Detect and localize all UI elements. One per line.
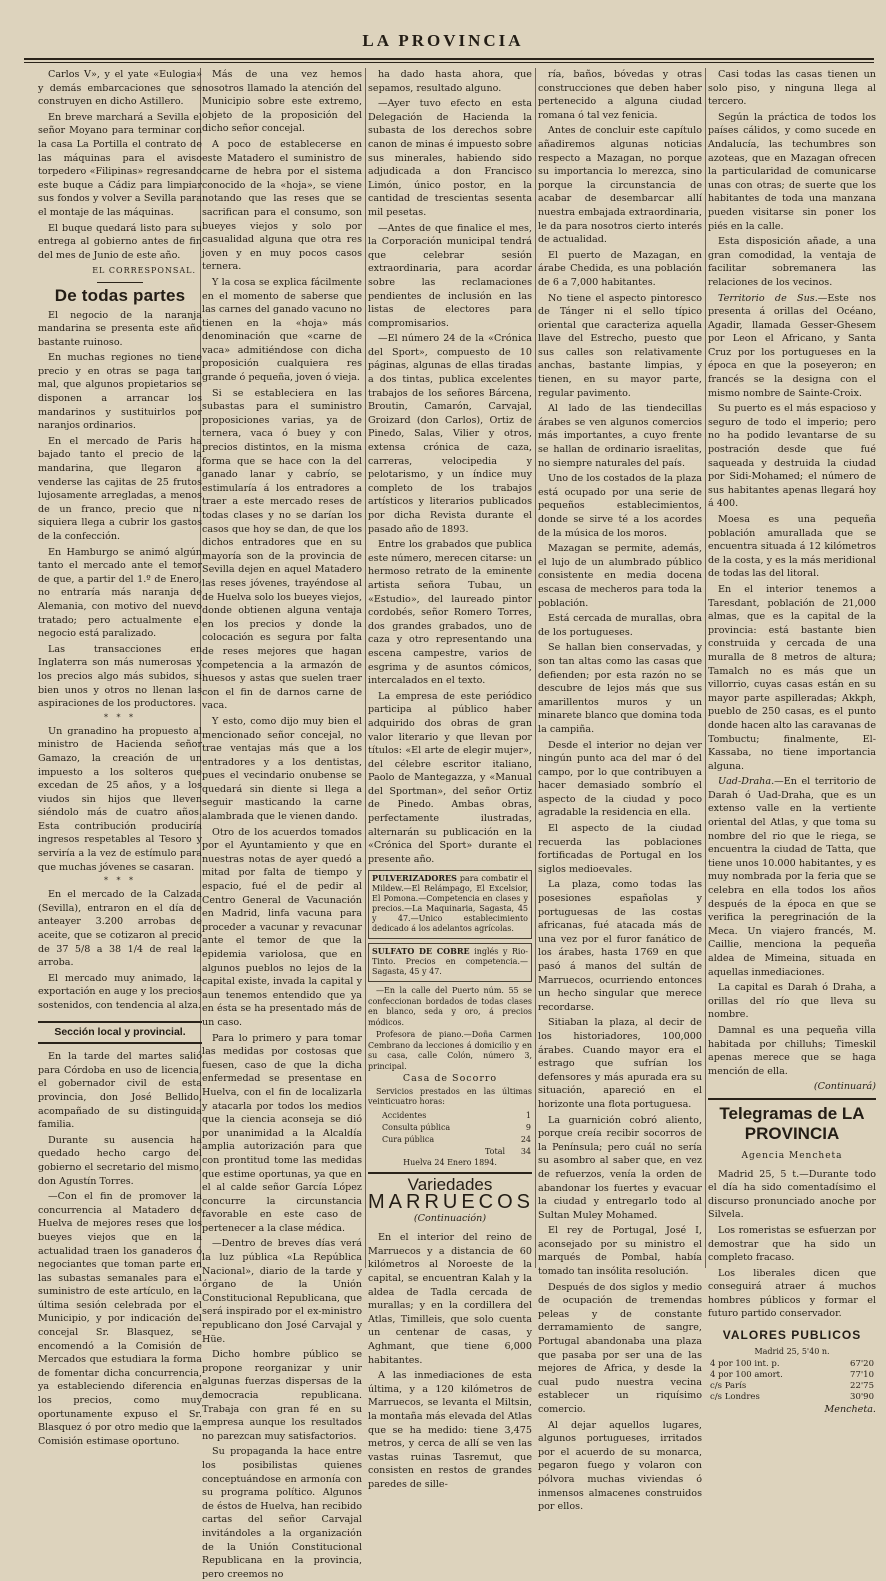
valores-label: c/s Londres [710, 1392, 760, 1403]
masthead-rule [24, 58, 874, 63]
paragraph: La empresa de este periódico participa al público haber adquirido dos obras de gran valor literario y que llevan por títulos: «El arte de elegir mujer», del célebre escritor italiano, Paolo de Mantegazza, y «Manual del Sportman», del señor Ortiz de Pinedo. Ambas obras, perfectamente ilustradas, alternarán su publicación en la «Crónica del Sport» durante el presente año. [368, 690, 532, 865]
paragraph: Dicho hombre público se propone reorganizar y unir algunas fuerzas dispersas de la democracia republicana. Trabaja con gran fé en su empresa aunque los resultados no parezcan muy satisfactorios. [202, 1349, 362, 1442]
section-title-local: Sección local y provincial. [38, 1021, 202, 1045]
paragraph: —Dentro de breves días verá la luz pública «La República Nacional», diario de la tarde y órgano de la Unión Constitucional Republicana, que será inspirado por el ex-ministro republicano don José Carvajal y Hüe. [202, 1238, 362, 1345]
paragraph: Profesora de piano.—Doña Carmen Cembrano da lecciones á domicilio y en su casa, calle Colón, número 3, principal. [368, 1030, 532, 1071]
paragraph: Madrid 25, 5 t.—Durante todo el día ha sido comentadísimo el discurso pronunciado anoche por Silvela. [708, 1168, 876, 1221]
ad-heading: SULFATO DE COBRE [372, 946, 470, 957]
paragraph: Después de dos siglos y medio de ocupación de tremendas peleas y de constante derramamiento de sangre, Portugal abandonaba una plaza que pasaba por ser una de las mejores de Africa, y desde la cual pudo nuestra vecina establecer un riquísimo comercio. [538, 1281, 702, 1415]
paragraph: Según la práctica de todos los países cálidos, y como sucede en Andalucía, las techumbres son azoteas, que en Mazagan ofrecen la particularidad de comunicarse unas con otras; de suerte que los habitantes de toda una manzana pueden visitarse sin poner los piés en la calle. [708, 111, 876, 232]
column-2 [202, 68, 362, 1580]
paragraph: El buque quedará listo para su entrega al gobierno antes de fin del mes de Junio de este año. [38, 222, 202, 261]
paragraph: A las inmediaciones de esta última, y a 120 kilómetros de Marruecos, se levanta el Miltsin, la montaña más elevada del Atlas que se ha medido: tiene 3,475 metros, y cerca de allí se ven las vastas ruinas Tasremut, que consisten en restos de grandes paredes de sille- [368, 1370, 532, 1490]
valores-row [708, 1392, 876, 1403]
casa-de-socorro [368, 1074, 532, 1168]
matadero-paragraphs [202, 68, 362, 1581]
news-paragraphs [38, 309, 202, 711]
draha-lead: Uad-Draha. [718, 776, 775, 788]
paragraph: El rey de Portugal, José I, aconsejado por su ministro el marqués de Pombal, había tomado tan insólita resolución. [538, 1225, 702, 1278]
paragraph: En Hamburgo se animó algún tanto el mercado ante el temor de que, a partir del 1.º de Enero, no entraría más naranja de Alemania, con motivo del nuevo tratado; pero actualmente el negocio está paralizado. [38, 546, 202, 640]
paragraph: Al dejar aquellos lugares, algunos portugueses, irritados por el acuerdo de su monarca, pegaron fuego y volaron con pólvora muchas viviendas ó inmensos almacenes construidos por ellos. [538, 1419, 702, 1513]
paragraph: —El número 24 de la «Crónica del Sport», compuesto de 10 páginas, algunas de ellas tiradas a dos tintas, publica excelentes trabajos de los señores Bárcena, Broutin, Camarón, Carvajal, Groizard (don Carlos), Ortiz de Pinedo, Salas, Vilier y otros, extensa crónica de caza, carreras, velocipedia y pelotarismo, y un índice muy completo de los trabajos artísticos y literarios publicados por dicha Revista durante el pasado año de 1893. [368, 333, 532, 535]
ad-heading: PULVERIZADORES [372, 873, 457, 884]
news-paragraphs [38, 888, 202, 1012]
valores-label: 4 por 100 int. p. [710, 1359, 780, 1370]
telegram-paragraphs [708, 1168, 876, 1322]
valores-value: 77'10 [850, 1370, 874, 1381]
paragraph: El negocio de la naranja mandarina se presenta este año bastante ruinoso. [38, 309, 202, 348]
valores-label: c/s París [710, 1381, 747, 1392]
valores-value: 22'75 [850, 1381, 874, 1392]
paragraph: En el mercado de la Calzada (Sevilla), entraron en el día de anteayer 3.200 arrobas de aceite, que se cotizaron al precio de 37 5/8 a 38 1/4 de real la arroba. [38, 889, 202, 969]
paragraph: En la tarde del martes salió para Córdoba en uso de licencia, el gobernador civil de esta provincia, don José Bellido, acompañado de su distinguida familia. [38, 1051, 202, 1131]
paragraph: Moesa es una pequeña población amurallada que se encuentra situada á 12 kilómetros de la costa, y es la más meridional de todas las del litoral. [708, 514, 876, 580]
column-divider [365, 68, 366, 1268]
section-title-de-todas-partes: De todas partes [54, 285, 186, 305]
news-paragraphs [368, 68, 532, 866]
paragraph: Los romeristas se esfuerzan por demostrar que ha sido un completo fracaso. [708, 1224, 876, 1264]
paragraph: En muchas regiones no tiene precio y en otras se paga tan mal, que algunos propietarios se disponen a arrancar los mandarinos y sustituirlos por naranjos ordinarios. [38, 352, 202, 432]
valores-label: 4 por 100 amort. [710, 1370, 783, 1381]
paragraph: ría, baños, bóvedas y otras construcciones que deben haber pertenecido a alguna ciudad romana ó tal vez fenicia. [538, 69, 702, 121]
socorro-row [368, 1134, 532, 1146]
paragraph: ha dado hasta ahora, que sepamos, resultado alguno. [368, 69, 532, 94]
newspaper-title: LA PROVINCIA [362, 31, 524, 50]
paragraph: Para lo primero y para tomar las medidas por costosas que fuesen, caso de que la dicha enfermedad se presentase en Huelva, con el fin de localizarla y atacarla por todos los medios que la ciencia aconseja se dió por unanimidad a la Alcaldía amplia autorización para que con prontitud tome las medidas que estime oportunas, ya que en el al calde señor García López concurre la circunstancia favorable en este caso de pertenecer a la clase médica. [202, 1032, 362, 1234]
paragraph: El aspecto de la ciudad recuerda las poblaciones fortificadas de Portugal en los siglos medioevales. [538, 823, 702, 875]
divider [708, 1098, 876, 1100]
local-paragraphs [38, 1050, 202, 1448]
paragraph: —Con el fin de promover la concurrencia al Matadero de Huelva de mejores reses que los bueyes viejos que en la actualidad traen los ganaderos ó negociantes que toman parte en las subastas semanales para el suministro de este artículo, en la última sesión celebrada por el Municipio, y por indicación del concejal Sr. Blasquez, se encomendó a la Comisión de Mercados que estudiara la forma de fomentar dicha concurrencia, ya estableciendo diferencia en los precios, como muy oportunamente expuso el Sr. Blasquez ó por otro medio que la Comisión estimase oportuno. [38, 1191, 202, 1447]
socorro-total-label: Total [484, 1146, 506, 1156]
paragraph: El puerto de Mazagan, en árabe Chedida, es una población de 6 a 7,000 habitantes. [538, 249, 702, 288]
mazagan-paragraphs [538, 68, 702, 1514]
socorro-label: Accidentes [382, 1110, 427, 1120]
column-5 [708, 68, 876, 1416]
socorro-row [368, 1110, 532, 1122]
valores-table [708, 1359, 876, 1403]
uad-draha-paragraph [708, 775, 876, 979]
intro-paragraphs [38, 68, 202, 262]
paragraph: Esta disposición añade, a una gran comodidad, la ventaja de facilitar sobremanera las relaciones de los vecinos. [708, 236, 876, 288]
paragraph: En breve marchará a Sevilla el señor Moyano para terminar con la casa La Portilla el contrato de las máquinas para el aviso torpedero «Filipinas» regresando este buque a Cádiz para limpiar sus fondos y volver a Sevilla para el montaje de las máquinas. [38, 111, 202, 218]
paragraph: —Ayer tuvo efecto en esta Delegación de Hacienda la subasta de los derechos sobre canon de minas é impuesto sobre sus minerales, habiendo sido adjudicada a don Francisco Limón, único postor, en la cantidad de trescientas sesenta mil pesetas. [368, 98, 532, 218]
continuara-note: (Continuará) [813, 1081, 876, 1093]
paragraph: Los liberales dicen que conseguirá atraer á muchos hombres públicos y formar el futuro partido conservador. [708, 1267, 876, 1320]
advertisement-sulfato [368, 943, 532, 982]
territorio-sus-paragraph [708, 292, 876, 401]
valores-dateline: Madrid 25, 5'40 n. [754, 1346, 830, 1356]
paragraph: La plaza, como todas las posesiones españolas y portuguesas de las costas africanas, fué atacada más de una vez por el furor fanático de los árabes, hasta 1769 en que pasó á manos del sultán de Marruecos, ocurriendo entonces un hecho singular que merece recordarse. [538, 879, 702, 1013]
socorro-row [368, 1122, 532, 1134]
column-divider [705, 68, 706, 1268]
paragraph: En el mercado de Paris ha bajado tanto el precio de la mandarina, que llegaron a venderse las cajitas de 25 frutos lujosamente arregladas, a menos de un franco, precio que ni siquiera llega a cubrir los gastos de la confección. [38, 435, 202, 542]
separator-stars: * * * [103, 712, 137, 722]
socorro-title: Casa de Socorro [402, 1073, 498, 1085]
paragraph: Si se estableciera en las subastas para el suministro proposiciones varias, ya de ternera, vaca ó buey y con precios distintos, en la misma forma que se hace con la del ganado lanar y cabrío, se estimularía á los entradores a traer a este mercado reses de todas clases y no se darían los casos que hoy se dan, de que los dichos entradores que en su mayoría son de la provincia de Sevilla dejen en aquel Matadero las reses jóvenes, trayéndose al de Huelva solo los bueyes viejos, donde obtienen alguna ventaja en los precios y donde la colocación es segura por falta de reses mejores que hagan competencia a la armazón de huesos y astas que suelen traer con el fin de darnos carne de vaca. [202, 387, 362, 712]
column-divider [535, 68, 536, 1268]
valores-row [708, 1359, 876, 1370]
socorro-value: 9 [525, 1122, 531, 1132]
marruecos-title: MARRUECOS [368, 1191, 535, 1214]
valores-title: VALORES PUBLICOS [722, 1328, 862, 1343]
paragraph: En el interior tenemos a Taresdant, población de 21,000 almas, que es la capital de la provincia: está bastante bien construida y cercada de una muralla de 8 metros de altura; Tamalch no es más que un villorrio, cuyas casas están en su mayor parte aspilleradas; Akkph, pueblo de 250 casas, es el punto donde hacen alto las caravanas de Tombuctu; finalmente, El-Kassaba, no tiene importancia alguna. [708, 583, 876, 772]
draha-text: —En el territorio de Darah ó Uad-Draha, que es un extenso valle en la vertiente oriental del Atlas, y que toma su nombre del rio que le riega, se encuentra la ciudad de Tatta, que tiene unos 10.000 habitantes, y es muy nombrada por la feria que se celebra en ella todos los años después de la época en que se verifica la peregrinación de la Meca. Un viajero francés, M. Caillie, menciona la pequeña aldea de Mimeina, situada en aquellas inmediaciones. [708, 776, 876, 978]
marruecos-paragraphs [368, 1231, 532, 1491]
paragraph: En el interior del reino de Marruecos y a distancia de 60 kilómetros al Noroeste de la capital, se encuentran Kalah y la aldea de Tadla cercada de murallas; y en la cordillera del Atlas, Timilleis, que solo cuenta un centenar de casas, y Aghmant, que tiene 6,000 habitantes. [368, 1232, 532, 1366]
paragraph: Al lado de las tiendecillas árabes se ven algunos comercios más importantes, a cuyo frente se hallan de ordinario israelitas, no siempre naturales del país. [538, 403, 702, 469]
separator-stars: * * * [103, 876, 137, 886]
valores-value: 67'20 [850, 1359, 874, 1370]
paragraph: Mazagan se permite, además, el lujo de un alumbrado público consistente en media docena escasa de mecheros para toda la población. [538, 543, 702, 609]
paragraph: Un granadino ha propuesto al ministro de Hacienda señor Gamazo, la creación de un impuesto a los solteros que excedan de 25 años, y a los viudos sin hijos que lleven siéndolo más de cuatro años. Esta contribución produciría ingresos respetables al Tesoro y serviría a la vez de estímulo para que muchas jóvenes se casaran. [38, 725, 202, 873]
paragraph: Antes de concluir este capítulo añadiremos algunas noticias respecto a Mazagan, no porque su importancia lo merezca, sino porque la circunstancia de acabar de desembarcar allí nuestra embajada extraordinaria, le da para nosotros cierto interés de actualidad. [538, 125, 702, 246]
column-1 [38, 68, 202, 1447]
paragraph: —En la calle del Puerto núm. 55 se confeccionan bordados de todas clases en blanco, seda y oro, á precios módicos. [368, 986, 532, 1027]
sus-paragraphs [708, 402, 876, 773]
paragraph: Se hallan bien conservadas, y son tan altas como las casas que defienden; por esta razón no se descubre de lejos más que sus amarillentos muros y un minarete blanco que domina toda la campiña. [538, 642, 702, 735]
paragraph: Durante su ausencia ha quedado hecho cargo del gobierno el secretario del mismo, don Agustín Torres. [38, 1134, 202, 1187]
valores-row [708, 1381, 876, 1392]
paragraph: Uno de los costados de la plaza está ocupado por una serie de pequeños establecimientos, donde se sirve té a los acordes de la música de los moros. [538, 473, 702, 539]
socorro-label: Consulta pública [382, 1122, 451, 1132]
paragraph: Desde el interior no dejan ver ningún punto aca del mar ó del campo, por lo que contribuyen a hacer demasiado sombrío el aspecto de la ciudad y poco agradable la residencia en ella. [538, 739, 702, 819]
correspondent-signature: EL CORRESPONSAL. [92, 266, 196, 276]
paragraph: Su puerto es el más espacioso y seguro de todo el imperio; pero no ha podido levantarse de su postración desde que fué saqueada y destruida la ciudad por Sidi-Mohamed; el número de sus habitantes apenas llegará hoy á 400. [708, 403, 876, 510]
news-paragraphs [38, 725, 202, 875]
valores-signature: Mencheta. [824, 1404, 876, 1416]
draha-paragraphs [708, 981, 876, 1078]
socorro-total-row [368, 1146, 532, 1158]
paragraph: —Antes de que finalice el mes, la Corporación municipal tendrá que celebrar sesión extraordinaria, para acordar sobre las reclamaciones pendientes de inclusión en las listas de electores para compromisarios. [368, 222, 532, 329]
socorro-table [368, 1110, 532, 1158]
paragraph: Casi todas las casas tienen un solo piso, y ninguna llega al tercero. [708, 69, 876, 108]
paragraph: Otro de los acuerdos tomados por el Ayuntamiento y que en nuestras notas de ayer quedó a mitad por falta de tiempo y espacio, fué el de pedir al Centro General de Vacunación en Madrid, linfa vacuna para proceder a vacunar y revacunar ante el temor de que la epidemia variolosa, que en algunos pueblos no lejos de la capital existe, invada la capital y aun tenemos entendido que ya en ésta se ha presentado más de un caso. [202, 826, 362, 1028]
paragraph: Está cercada de murallas, obra de los portugueses. [538, 613, 702, 638]
ad-text: inglés y Rio-Tinto. Precios en competencia.—Sagasta, 45 y 47. [372, 947, 529, 977]
paragraph: Más de una vez hemos nosotros llamado la atención del Municipio sobre este extremo, objeto de la proposición del dicho señor concejal. [202, 69, 362, 135]
divider [368, 1172, 532, 1174]
variedades-title: Variedades [407, 1175, 493, 1195]
socorro-value: 24 [520, 1134, 531, 1144]
agency-name: Agencia Mencheta [741, 1150, 843, 1161]
telegramas-title: Telegramas de LA PROVINCIA [719, 1103, 865, 1143]
sus-lead: Territorio de Sus. [718, 292, 818, 304]
sus-text: —Este nos presenta á orillas del Océano, Agadir, llamada Gesser-Ghesem por Leon el Africano, y Santa Cruz por los portugueses en la época en que la poseyeron; en francés se la designa con el mismo nombre de Sainte-Croix. [708, 292, 876, 399]
paragraph: Y la cosa se explica fácilmente en el momento de saberse que las carnes del ganado vacuno no tienen en la «hoja» más denominación que «carne de vaca» admitiéndose con dicha proposición cualquiera res grande ó pequeña, joven ó vieja. [202, 276, 362, 384]
paragraph: A poco de establecerse en este Matadero el suministro de carne de hebra por el sistema conocido de la «hoja», se viene notando que las reses que se sacrifican para el consumo, son bueyes viejos y solo por casualidad alguna que otra res joven y en muy pocos casos ternera. [202, 138, 362, 273]
mazagan-paragraphs [708, 68, 876, 290]
continuation-note: (Continuación) [413, 1212, 487, 1224]
valores-row [708, 1370, 876, 1381]
paragraph: Su propaganda la hace entre los posibilistas quienes conceptuándose en armonía con su programa político. Algunos de éstos de Huelva, han recibido cartas del señor Carvajal invitándoles a la organización de la Unión Constitucional Republicana en la provincia, pero creemos no [202, 1446, 362, 1580]
small-notices [368, 986, 532, 1072]
paragraph: Sitiaban la plaza, al decir de los historiadores, 100,000 árabes. Cuando mayor era el estrago que sufrían los defensores y más apurada era su situación, apareció en el horizonte una flota portuguesa. [538, 1017, 702, 1110]
ad-text: para combatir el Mildew.—El Relámpago, El Excelsior, El Pomona.—Competencia en clases y precios.—La Maquinaria, Sagasta, 45 y 47.—Unico establecimiento dedicado á los adelantos agrícolas. [372, 874, 529, 934]
advertisement-pulverizadores [368, 870, 532, 939]
paragraph: Carlos V», y el yate «Eulogia» y demás embarcaciones que se construyen en dicho Astillero. [38, 69, 202, 108]
paragraph: Las transacciones en Inglaterra son más numerosas y los precios algo más subidos, si bien unos y otros no llenan las aspiraciones de los productores. [38, 643, 202, 710]
paragraph: La capital es Darah ó Draha, a orillas del río que lleva su nombre. [708, 982, 876, 1021]
divider [97, 282, 143, 283]
paragraph: Entre los grabados que publica este número, merecen citarse: un hermoso retrato de la eminente artista señora Tubau, un «Estudio», del laureado pintor cordobés, señor Romero Torres, dos grandes grabados, uno de caza y otro representando una escena campestre, varios de esgrima y de asuntos cómicos, intercalados en el texto. [368, 539, 532, 687]
valores-value: 30'90 [850, 1392, 874, 1403]
socorro-total-value: 34 [520, 1146, 531, 1156]
socorro-label: Cura pública [382, 1134, 435, 1144]
paragraph: No tiene el aspecto pintoresco de Tánger ni el sello típico oriental que caracteriza aquella llave del Estrecho, puesto que sus calles son relativamente anchas, bastante limpias, y tienen, en su mayor parte, regular pavimento. [538, 292, 702, 399]
paragraph: El mercado muy animado, la exportación en auge y los precios sostenidos, con tendencia al alza. [38, 972, 202, 1011]
socorro-value: 1 [525, 1110, 531, 1120]
socorro-dateline: Huelva 24 Enero 1894. [403, 1157, 497, 1167]
paragraph: Damnal es una pequeña villa habitada por chilluhs; Timeskil apenas merece que se haga mención de ella. [708, 1024, 876, 1077]
paragraph: La guarnición cobró aliento, porque creía recibir socorros de la Península; pero cuál no sería su asombro al saber que, en vez de refuerzos, venía la orden de abandonar los fuertes y evacuar la ciudad y entregarlo todo al Sultan Muley Mohamed. [538, 1114, 702, 1221]
masthead [0, 0, 886, 62]
column-4 [538, 68, 702, 1513]
column-3 [368, 68, 535, 1490]
paragraph: Y esto, como dijo muy bien el mencionado señor concejal, no trae ventajas más que a los entradores y a los dentistas, pues el vecindario onubense se quedará sin diente si llega a seguir masticando la carne alambrada que le vienen dando. [202, 715, 362, 823]
socorro-intro: Servicios prestados en las últimas veinticuatro horas: [368, 1086, 532, 1107]
